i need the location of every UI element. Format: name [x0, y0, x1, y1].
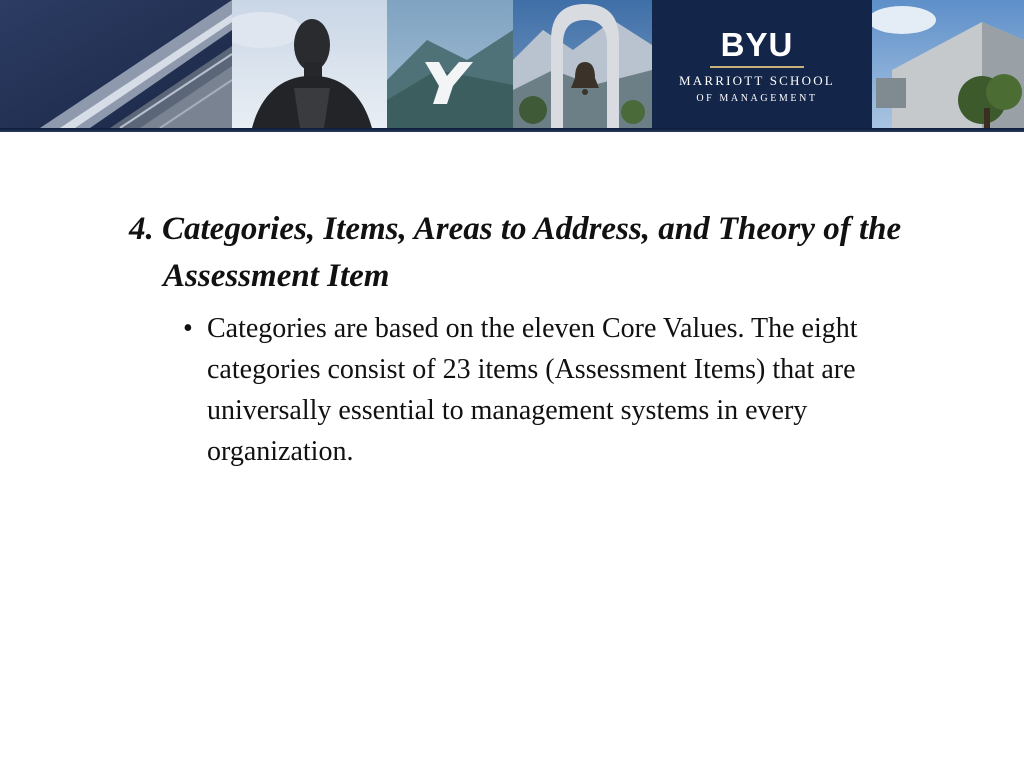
bullet-icon: •: [183, 313, 193, 344]
slide-heading: 4. Categories, Items, Areas to Address, and Theory of the Assessment Item: [129, 211, 902, 294]
logo-wordmark: BYU: [720, 26, 794, 63]
logo-school-name: MARRIOTT SCHOOL: [679, 73, 835, 88]
banner-bottom-rule: [0, 128, 1024, 132]
banner-photo-building: [0, 0, 232, 128]
bullet-item: [183, 308, 943, 472]
logo-divider-line: [710, 66, 804, 68]
bullet-text: Categories are based on the eleven Core Values. The eight categories consist of 23 items (Assessment Items) that are universally essential to management systems in every organization.: [207, 313, 858, 467]
banner-photo-statue: [232, 0, 387, 128]
banner-photo-modern-building: [872, 0, 1024, 128]
header-banner: [0, 0, 1024, 128]
banner-photo-bell-tower: [513, 0, 652, 128]
logo-division-name: OF MANAGEMENT: [696, 93, 818, 104]
banner-photo-mountain-y: [387, 0, 513, 128]
byu-marriott-logo: [652, 0, 872, 128]
